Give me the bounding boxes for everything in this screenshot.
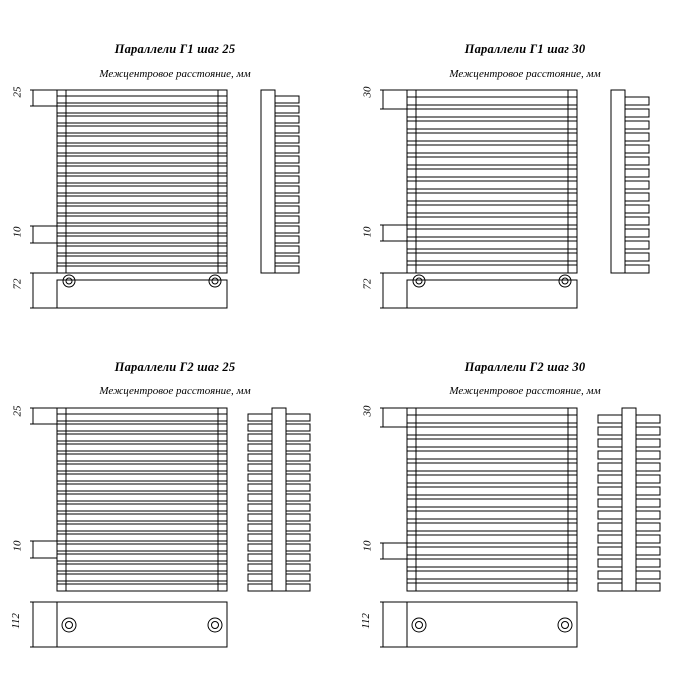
dimension-lines [30, 408, 57, 647]
dimension-lines [380, 408, 407, 647]
panel-drawing-g1-step30 [350, 0, 700, 350]
dim-bottom-label: 72 [11, 278, 24, 290]
bottom-view [407, 275, 577, 308]
dim-top-label: 30 [361, 405, 374, 417]
side-view [611, 90, 649, 273]
dimension-lines [380, 90, 407, 308]
panel-drawing-g2-step25 [0, 350, 350, 700]
front-view [57, 90, 227, 273]
dim-middle-label: 10 [11, 226, 24, 238]
dim-top-label: 30 [361, 86, 374, 98]
dim-top-label: 25 [11, 405, 24, 417]
front-view [407, 408, 577, 591]
dim-middle-label: 10 [361, 226, 374, 238]
dim-middle-label: 10 [11, 540, 24, 552]
side-view [598, 408, 660, 591]
panel-g2-step25 [0, 350, 350, 700]
dimension-lines [30, 90, 57, 308]
panel-subtitle: Межцентровое расстояние, мм [449, 385, 601, 397]
bottom-view [407, 602, 577, 647]
front-view [407, 90, 577, 273]
dim-bottom-label: 112 [359, 613, 372, 629]
panel-g1-step25 [0, 0, 350, 350]
panel-g2-step30 [350, 350, 700, 700]
panel-subtitle: Межцентровое расстояние, мм [99, 68, 251, 80]
panel-g1-step30 [350, 0, 700, 350]
panel-drawing-g1-step25 [0, 0, 350, 350]
panel-title: Параллели Г1 шаг 25 [114, 42, 236, 56]
dim-top-label: 25 [11, 86, 24, 98]
panel-title: Параллели Г2 шаг 25 [114, 360, 236, 374]
dim-bottom-label: 72 [361, 278, 374, 290]
panel-subtitle: Межцентровое расстояние, мм [449, 68, 601, 80]
side-view [248, 408, 310, 591]
dim-bottom-label: 112 [9, 613, 22, 629]
panel-title: Параллели Г2 шаг 30 [464, 360, 586, 374]
front-view [57, 408, 227, 591]
side-view [261, 90, 299, 273]
panel-title: Параллели Г1 шаг 30 [464, 42, 586, 56]
dim-middle-label: 10 [361, 540, 374, 552]
panel-subtitle: Межцентровое расстояние, мм [99, 385, 251, 397]
bottom-view [57, 275, 227, 308]
panel-drawing-g2-step30 [350, 350, 700, 700]
bottom-view [57, 602, 227, 647]
